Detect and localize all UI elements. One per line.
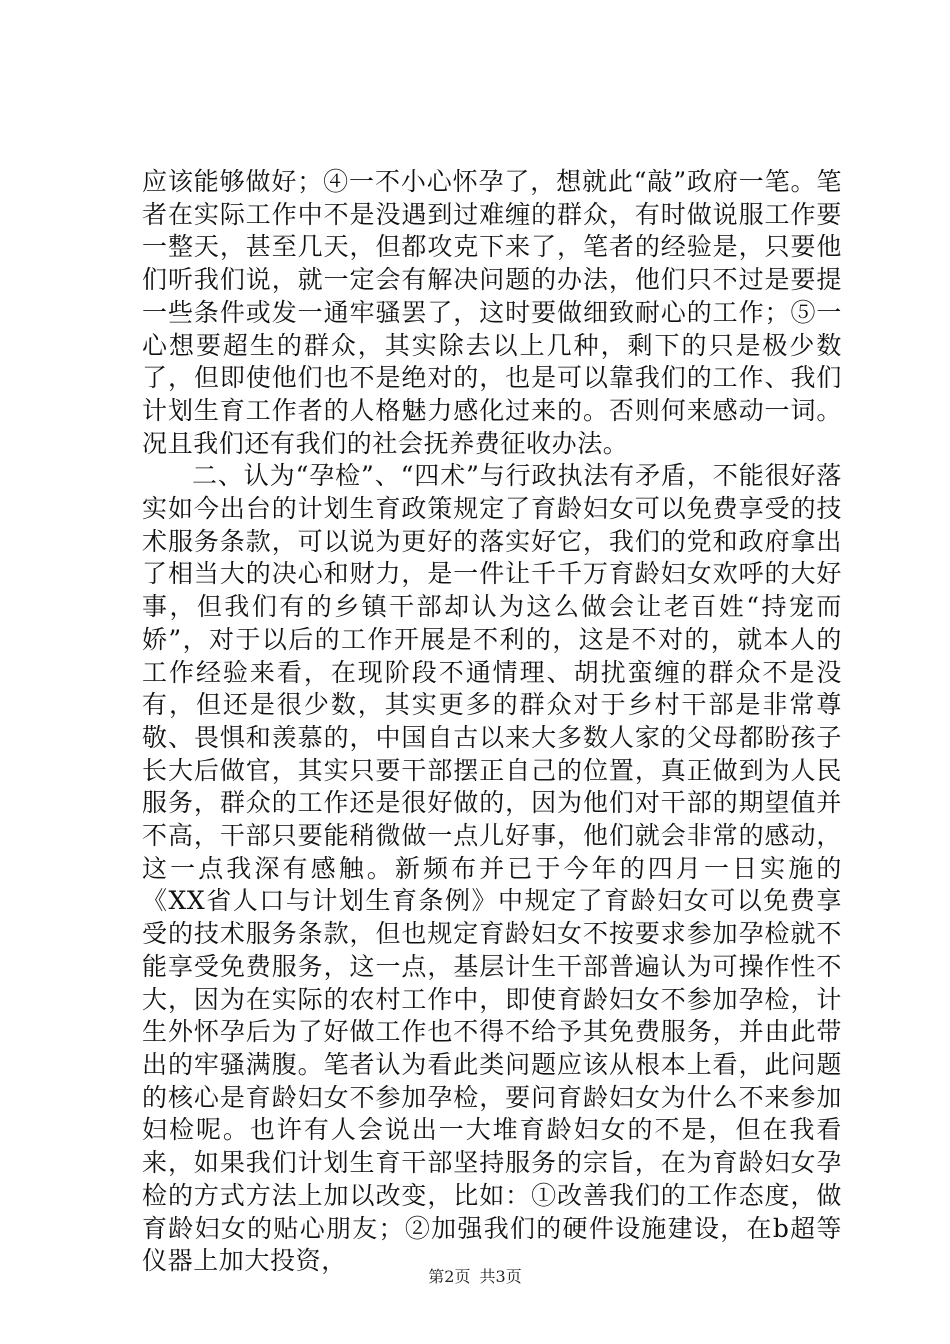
- page-total: 共3页: [479, 1267, 522, 1286]
- document-body: [142, 166, 842, 1278]
- page-number: 第2页: [428, 1267, 471, 1286]
- paragraph-1: 应该能够做好；④一不小心怀孕了，想就此“敲”政府一笔。笔者在实际工作中不是没遇到过难缠的群众，有时做说服工作要一整天，甚至几天，但都攻克下来了，笔者的经验是，只要他们听我们说，就一定会有解决问题的办法，他们只不过是要提一些条件或发一通牢骚罢了，这时要做细致耐心的工作；⑤一心想要超生的群众，其实除去以上几种，剩下的只是极少数了，但即使他们也不是绝对的，也是可以靠我们的工作、我们计划生育工作者的人格魅力感化过来的。否则何来感动一词。况且我们还有我们的社会抚养费征收办法。: [142, 167, 842, 458]
- paragraph-2: 二、认为“孕检”、“四术”与行政执法有矛盾，不能很好落实如今出台的计划生育政策规定了育龄妇女可以免费享受的技术服务条款，可以说为更好的落实好它，我们的党和政府拿出了相当大的决心和财力，是一件让千千万育龄妇女欢呼的大好事，但我们有的乡镇干部却认为这么做会让老百姓“持宠而娇”，对于以后的工作开展是不利的，这是不对的，就本人的工作经验来看，在现阶段不通情理、胡扰蛮缠的群众不是没有，但还是很少数，其实更多的群众对于乡村干部是非常尊敬、畏惧和羡慕的，中国自古以来大多数人家的父母都盼孩子长大后做官，其实只要干部摆正自己的位置，真正做到为人民服务，群众的工作还是很好做的，因为他们对干部的期望值并不高，干部只要能稍微做一点儿好事，他们就会非常的感动，这一点我深有感触。新频布并已于今年的四月一日实施的《XX省人口与计划生育条例》中规定了育龄妇女可以免费享受的技术服务条款，但也规定育龄妇女不按要求参加孕检就不能享受免费服务，这一点，基层计生干部普遍认为可操作性不大，因为在实际的农村工作中，即使育龄妇女不参加孕检，计生外怀孕后为了好做工作也不得不给予其免费服务，并由此带出的牢骚满腹。笔者认为看此类问题应该从根本上看，此问题的核心是育龄妇女不参加孕检，要问育龄妇女为什么不来参加妇检呢。也许有人会说出一大堆育龄妇女的不是，但在我看来，如果我们计划生育干部坚持服务的宗旨，在为育龄妇女孕检的方式方法上加以改变，比如：①改善我们的工作态度，做育龄妇女的贴心朋友；②加强我们的硬件设施建设，在b超等仪器上加大投资，: [142, 461, 842, 1276]
- page-footer: [0, 1264, 950, 1287]
